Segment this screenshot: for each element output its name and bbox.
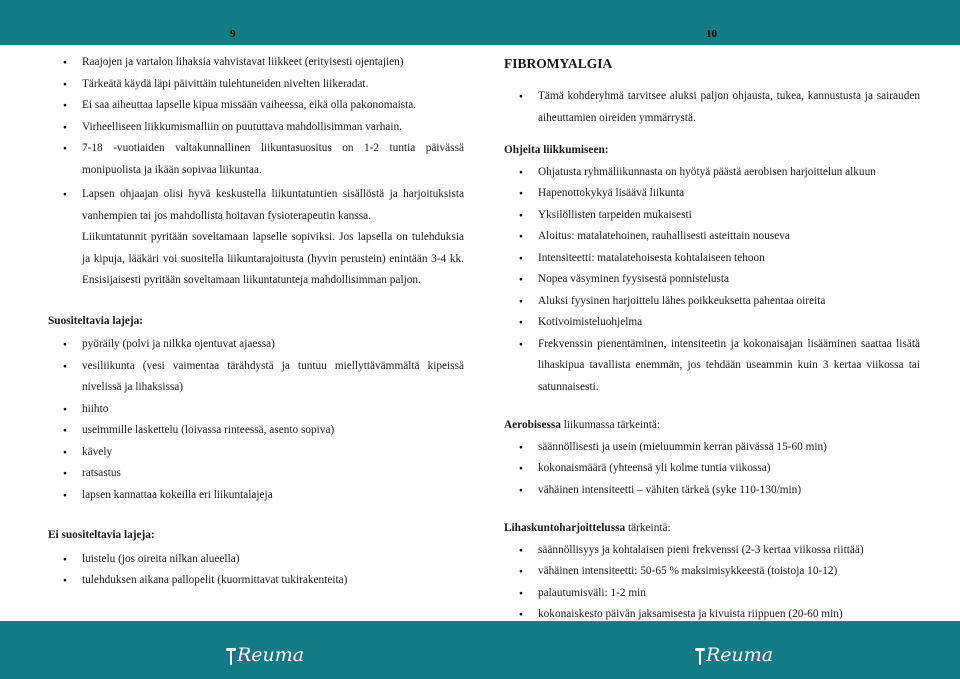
list-item: ● Yksilöllisten tarpeiden mukaisesti: [504, 205, 920, 227]
list-item: ● Aloitus: matalatehoinen, rauhallisesti asteittain nouseva: [504, 226, 920, 248]
aerobic-list: [504, 437, 920, 502]
logo-mark-icon: [695, 648, 705, 666]
list-item: ● ratsastus: [48, 463, 464, 485]
page-number-right: 10: [706, 28, 717, 40]
list-item: ● säännöllisesti ja usein (mieluummin kerran päivässä 15-60 min): [504, 437, 920, 459]
logo-text: Reuma: [237, 644, 305, 666]
not-recommended-heading: Ei suositeltavia lajeja:: [48, 529, 155, 541]
list-item: ● Tärkeätä käydä läpi päivittäin tulehtuneiden nivelten liikeradat.: [48, 74, 464, 96]
strength-heading: [504, 518, 920, 540]
recommended-heading: Suositeltavia lajeja:: [48, 314, 144, 327]
list-item: ● vähäinen intensiteetti – vähiten tärkeä (syke 110-130/min): [504, 480, 920, 502]
list-item: ● Tämä kohderyhmä tarvitsee aluksi paljon ohjausta, tukea, kannustusta ja sairauden aiheuttamien oireiden ymmärrystä.: [504, 86, 920, 129]
list-item: ● tulehduksen aikana pallopelit (kuormittavat tukirakenteita): [48, 570, 464, 592]
section-title: FIBROMYALGIA: [504, 56, 613, 71]
list-item: ● Frekvenssin pienentäminen, intensiteetin ja kokonaisajan lisääminen saattaa lisätä lihaskipua tavallista enemmän, jos tehdään useammin kuin 3 kertaa viikossa tai satunnaisesti.: [504, 334, 920, 399]
list-item: ● Ei saa aiheuttaa lapselle kipua missään vaiheessa, eikä olla pakonomaista.: [48, 95, 464, 117]
list-item: ● Nopea väsyminen fyysisestä ponnistelusta: [504, 269, 920, 291]
list-item: ● 7-18 -vuotiaiden valtakunnallinen liikuntasuositus on 1-2 tuntia päivässä monipuolista ja ikään sopivaa liikuntaa.: [48, 138, 464, 181]
list-item: ● vähäinen intensiteetti: 50-65 % maksimisykkeestä (toistoja 10-12): [504, 561, 920, 583]
strength-heading-rest: tärkeintä:: [625, 522, 671, 534]
page-number-left: 9: [230, 28, 236, 40]
list-item: ● useimmille laskettelu (loivassa rinteessä, asento sopiva): [48, 420, 464, 442]
guidance-heading: Ohjeita liikkumiseen:: [504, 144, 609, 156]
reuma-logo-right: [695, 636, 773, 666]
aerobic-heading-rest: liikunnassa tärkeintä:: [560, 419, 661, 431]
list-item: ● palautumisväli: 1-2 min: [504, 583, 920, 605]
recommended-list: [48, 334, 464, 506]
logo-text: Reuma: [706, 644, 774, 666]
list-item: ● lapsen kannattaa kokeilla eri liikuntalajeja: [48, 485, 464, 507]
list-item: ● Lapsen ohjaajan olisi hyvä keskustella liikuntatuntien sisällöstä ja harjoituksista vanhempien tai jos mahdollista hoitavan fysioterapeutin kanssa.: [48, 184, 464, 227]
aerobic-heading-bold: Aerobisessa: [504, 419, 561, 431]
strength-heading-bold: Lihaskuntoharjoittelussa: [504, 522, 626, 534]
strength-list: [504, 540, 920, 626]
restriction-paragraph: Liikuntatunnit pyritään soveltamaan lapselle sopiviksi. Jos lapsella on tulehduksia ja kipuja, lääkäri voi suositella liikuntarajoitusta (hyvin perustein) enintään 3-4 kk. Ensisijaisesti pyritään soveltamaan liikuntatunteja mahdollisimman paljon.: [82, 231, 464, 286]
list-item: ● Intensiteetti: matalatehoisesta kohtalaiseen tehoon: [504, 248, 920, 270]
list-item: ● Kotivoimisteluohjelma: [504, 312, 920, 334]
bottom-banner: [0, 621, 960, 679]
list-item: ● Ohjatusta ryhmäliikunnasta on hyötyä päästä aerobisen harjoittelun alkuun: [504, 162, 920, 184]
list-item: ● pyöräily (polvi ja nilkka ojentuvat ajaessa): [48, 334, 464, 356]
list-item: ● vesiliikunta (vesi vaimentaa tärähdystä ja tuntuu miellyttävämmältä kipeissä nivelissä ja lihaksissa): [48, 356, 464, 399]
list-item: ● Virheelliseen liikkumismalliin on puututtava mahdollisimman varhain.: [48, 117, 464, 139]
list-item: ● kokonaiskesto päivän jaksamisesta ja kivuista riippuen (20-60 min): [504, 604, 920, 626]
top-banner: [0, 0, 960, 45]
intro-list: [504, 86, 920, 129]
list-item: ● Raajojen ja vartalon lihaksia vahvistavat liikkeet (erityisesti ojentajien): [48, 52, 464, 74]
top-list: [48, 52, 464, 227]
list-item: ● hiihto: [48, 399, 464, 421]
list-item: ● kävely: [48, 442, 464, 464]
reuma-logo-left: [226, 636, 304, 666]
guidance-list: [504, 162, 920, 399]
list-item: ● kokonaismäärä (yhteensä yli kolme tuntia viikossa): [504, 458, 920, 480]
list-item: ● Aluksi fyysinen harjoittelu lähes poikkeuksetta pahentaa oireita: [504, 291, 920, 313]
not-recommended-list: [48, 549, 464, 592]
right-page: [504, 52, 920, 626]
logo-mark-icon: [226, 648, 236, 666]
aerobic-heading: [504, 415, 920, 437]
left-page: [48, 52, 464, 592]
list-item: ● luistelu (jos oireita nilkan alueella): [48, 549, 464, 571]
list-item: ● säännöllisyys ja kohtalaisen pieni frekvenssi (2-3 kertaa viikossa riittää): [504, 540, 920, 562]
list-item: ● Hapenottokykyä lisäävä liikunta: [504, 183, 920, 205]
